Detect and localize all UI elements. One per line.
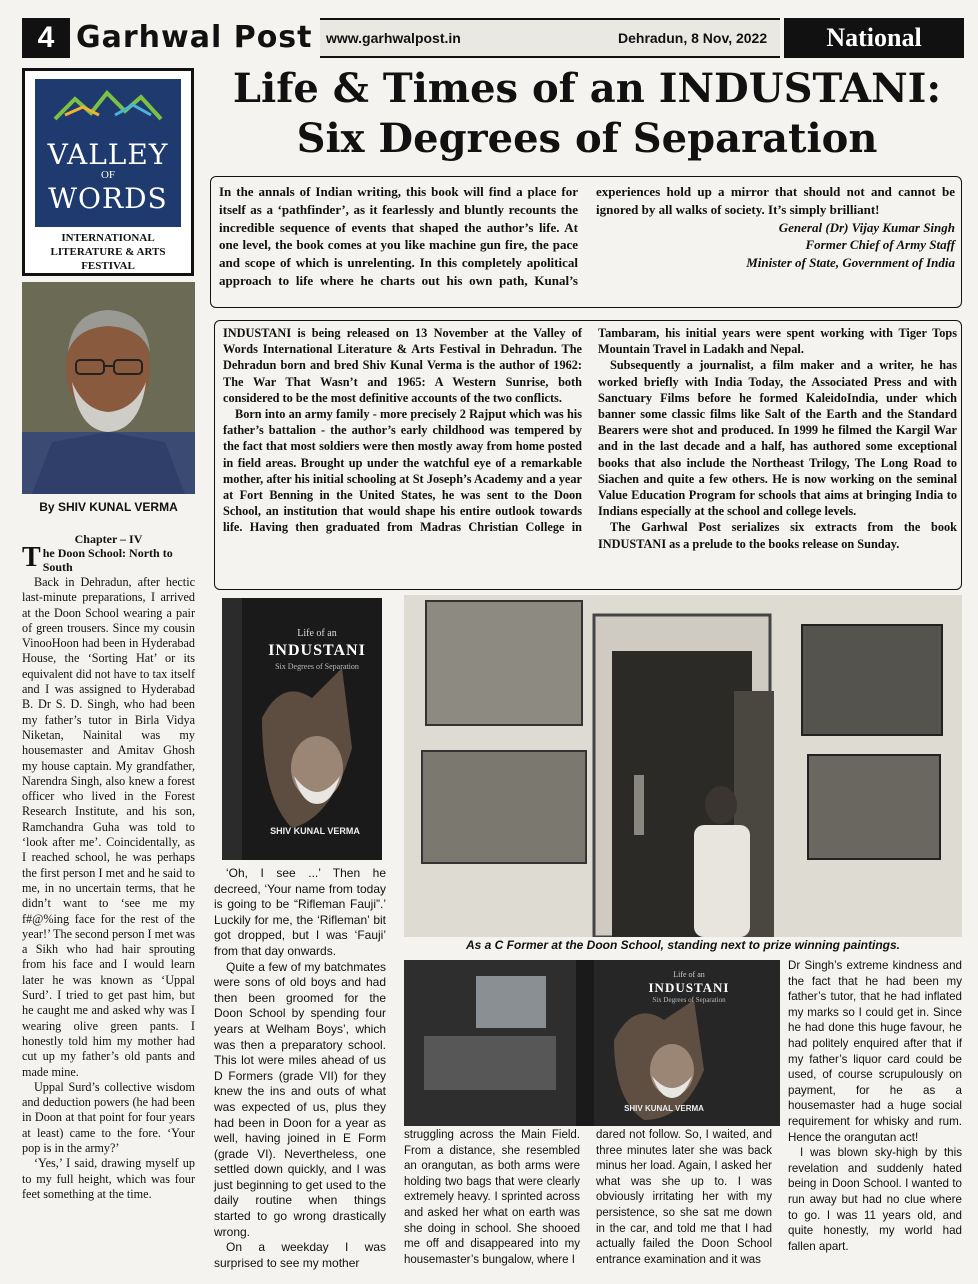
chapter-title-text: he Doon School: North to South — [42, 546, 173, 574]
book-spread-image — [404, 960, 780, 1126]
paper-name: Garhwal Post — [76, 20, 313, 55]
blurb-signature-name: General (Dr) Vijay Kumar Singh — [778, 219, 955, 235]
article-column-3 — [404, 1128, 580, 1268]
chapter-label: Chapter – IV — [74, 532, 143, 546]
article-column-5 — [788, 958, 962, 1254]
logo-word-of: OF — [100, 169, 116, 181]
article-paragraph: ‘Yes,’ I said, drawing myself up to my full height, which was four feet something at the time. — [22, 1156, 195, 1201]
blurb-box — [210, 176, 962, 308]
hills-icon — [35, 85, 181, 125]
spread-title: INDUSTANI — [648, 980, 730, 995]
book-kicker: Life of an — [297, 628, 337, 639]
page-number: 4 — [22, 18, 70, 58]
spread-kicker: Life of an — [673, 970, 705, 979]
article-column-2 — [214, 866, 386, 1271]
article-paragraph: ‘Oh, I see ...’ Then he decreed, ‘Your name from today is going to be “Rifleman Fauji”.’ Luckily for me, the ‘Rifleman’ bit got dropped, but I was ‘Fauji’ from that day onwards. — [214, 866, 386, 958]
intro-box — [214, 320, 962, 590]
chapter-title — [22, 542, 195, 574]
book-title: INDUSTANI — [268, 642, 366, 659]
valley-of-words-logo — [22, 68, 194, 276]
article-paragraph: Back in Dehradun, after hectic last-minute preparations, I arrived at the Doon School wearing a pair of green trousers. Since my cousin VinooHoon had been in Hyderabad House, the ‘Sorting Hat’ or its equivalent did not have to tax itself and I was assigned to Hyderabad B. Dr S. D. Singh, who had been my father’s tutor in Birla Vidya Niketan, Nainital was my housemaster and Amitav Ghosh my house captain. My grandfather, Narendra Singh, also knew a forest officer who lived in the Forest Research Institute, and his son, Ramchandra Guha was told to ‘look after me’. Coincidentally, as I reached school, he was perhaps the first person I met and he said to me, in no uncertain terms, that he didn’t want to ‘see me my f#@%ing face for the rest of the year!’ The second person I met was a Sikh who had hair sprouting from his face and I would learn later he was known as ‘Uppal Surd’. I tried to get past him, but he caught me and asked why was I wearing olive green pants. I honestly told him my mother had cut up my father’s old pants and made mine. — [22, 575, 195, 1079]
book-author: SHIV KUNAL VERMA — [270, 826, 360, 836]
author-portrait-image — [22, 282, 195, 494]
book-cover-image — [222, 598, 382, 860]
article-column-1 — [22, 575, 195, 1202]
intro-paragraph: The Garhwal Post serializes six extracts from the book INDUSTANI as a prelude to the books release on Sunday. — [598, 520, 957, 551]
logo-caption: INTERNATIONAL LITERATURE & ARTS FESTIVAL — [50, 232, 166, 272]
spread-author: SHIV KUNAL VERMA — [624, 1104, 704, 1113]
intro-paragraph: Subsequently a journalist, a film maker and a writer, he has worked briefly with India Today, the Associated Press and with Sanctuary Films before he formed KaleidoIndia, under which banner some classic films like Salt of the Earth and the Standard Bearers were shot and produced. In 1999 he filmed the Kargil War and in the last decade and a half, has authored some exceptional books that also include the Northeast Trilogy, The Long Road to Siachen and quite a few others. He is now working on the seminal Value Education Program for schools that aims at bringing India to Indians especially at the school and college levels. — [598, 358, 957, 519]
blurb-quote: In the annals of Indian writing, this book will find a place for itself as a ‘pathfinder’, as it fearlessly and bluntly recounts the incredible sequence of events that shaped the author’s life. At one level, the book comes at you like machine gun fire, the pace and scope of which is unrelenting. In this completely apolitical approach to life where he charts out his own path, Kunal’s experiences hold up a mirror that should not and cannot be ignored by all walks of society. It’s simply brilliant! — [219, 184, 955, 288]
article-paragraph: dared not follow. So, I waited, and three minutes later she was back minus her load. Again, I asked her what was she up to. I was obviously irritating her with my persistence, so she sat me down in the car, and told me that I had actually failed the Doon School entrance examination and it was — [596, 1129, 772, 1266]
article-paragraph: Dr Singh’s extreme kindness and the fact that he had been my father’s tutor, that he had inflated my marks so I could get in. Since he had done this huge favour, he had politely enquired after that if my father’s liquor card could be used, of course scrupulously on payment, for he as a housemaster had a huge social requirement for whisky and rum. Hence the orangutan act! — [788, 959, 962, 1144]
article-paragraph: struggling across the Main Field. From a distance, she resembled an orangutan, as both arms were holding two bags that were clearly extremely heavy. I sprinted across and asked her what on earth was she doing in school. She shooed me off and disappeared into my housemaster’s bungalow, where I — [404, 1129, 580, 1266]
logo-word-words: WORDS — [48, 182, 168, 215]
masthead — [22, 18, 964, 58]
doon-school-photo — [404, 595, 962, 937]
book-subtitle: Six Degrees of Separation — [275, 662, 359, 671]
blurb-signature-title-2: Minister of State, Government of India — [746, 255, 955, 271]
headline — [210, 64, 964, 164]
article-column-4 — [596, 1128, 772, 1268]
headline-line-2: Six Degrees of Separation — [296, 115, 878, 162]
intro-paragraph: INDUSTANI is being released on 13 November at the Valley of Words International Literature & Arts Festival in Dehradun. The Dehradun born and bred Shiv Kunal Verma is the author of 1962: The War That Wasn’t and 1965: A Western Sunrise, both considered to be the most definitive accounts of the two conflicts. — [223, 326, 582, 405]
headline-line-1: Life & Times of an INDUSTANI: — [232, 65, 942, 112]
blurb-signature-title-1: Former Chief of Army Staff — [805, 237, 955, 253]
author-photo — [22, 282, 195, 494]
logo-panel — [35, 79, 181, 227]
spread-subtitle: Six Degrees of Separation — [652, 996, 726, 1004]
byline: By SHIV KUNAL VERMA — [39, 500, 178, 514]
article-paragraph: On a weekday I was surprised to see my mother — [214, 1240, 386, 1270]
drop-cap: T — [22, 542, 41, 573]
blurb-text — [219, 183, 955, 290]
website: www.garhwalpost.in — [326, 30, 461, 46]
logo-word-valley: VALLEY — [47, 138, 169, 171]
dateline: Dehradun, 8 Nov, 2022 — [618, 30, 768, 46]
article-paragraph: Quite a few of my batchmates were sons of old boys and had then been groomed for the Doon School by spending four years at Welham Boys’, which was then a preparatory school. This lot were miles ahead of us D Formers (grade VII) for they knew the ins and outs of what was expected of us, plus they had been in Doon for a year as well, having joined in E Form (grade VI). Nevertheless, one settled down quickly, and I was just beginning to get used to the daily routine when things started to go wrong drastically wrong. — [214, 959, 386, 1239]
article-paragraph: I was blown sky-high by this revelation and suddenly hated being in Doon School. I wanted to run away but had no clue where to go. I was 11 years old, and quite honestly, my world had fallen apart. — [788, 1146, 962, 1253]
intro-paragraph: Born into an army family - more precisely 2 Rajput which was his father’s battalion - the author’s early childhood was tempered by the fact that most soldiers were then mostly away from home posted in field areas. Brought up under the watchful eye of a remarkable mother, after his initial schooling at St Joseph’s Academy and a year at Fort Benning in the United States, he was sent to the Doon School, an institution that would shape his entire outlook towards life. Having then graduated from Madras Christian College in Tambaram, his initial years were spent working with Tiger Tops Mountain Travel in Ladakh and Nepal. — [223, 326, 957, 535]
school-photo — [404, 595, 962, 937]
section-label: National — [784, 18, 964, 58]
photo-caption: As a C Former at the Doon School, standing next to prize winning paintings. — [465, 938, 901, 952]
intro-text — [223, 325, 957, 552]
article-paragraph: Uppal Surd’s collective wisdom and deduction powers (he had been in Doon at that point for four years at least) came to the fore. ‘Your pop is in the army?’ — [22, 1079, 195, 1155]
